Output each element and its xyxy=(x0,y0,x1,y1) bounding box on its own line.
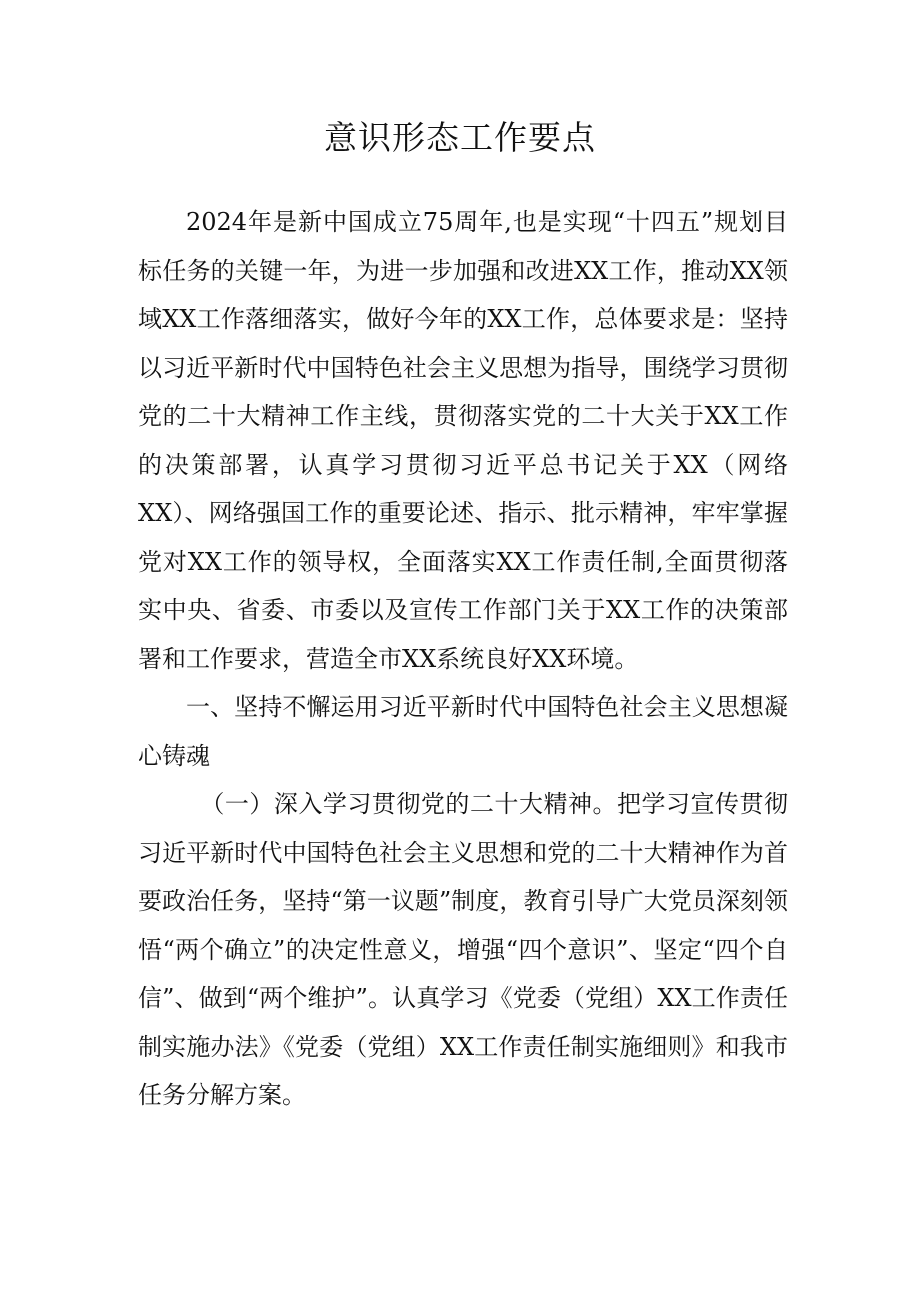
section-heading-1: 一、坚持不懈运用习近平新时代中国特色社会主义思想凝心铸魂 xyxy=(138,693,788,770)
document-title: 意识形态工作要点 xyxy=(324,118,596,157)
subsection-paragraph-1: （一）深入学习贯彻党的二十大精神。把学习宣传贯彻习近平新时代中国特色社会主义思想和党的二十大精神作为首要政治任务，坚持“第一议题”制度，教育引导广大党员深刻领悟“两个确立”的决定性意义，增强“四个意识”、坚定“四个自信”、做到“两个维护”。认真学习《党委（党组）XX工作责任制实施办法》《党委（党组）XX工作责任制实施细则》和我市任务分解方案。 xyxy=(138,790,788,1109)
intro-paragraph: 2024年是新中国成立75周年,也是实现“十四五”规划目标任务的关键一年，为进一步加强和改进XX工作，推动XX领域XX工作落细落实，做好今年的XX工作，总体要求是：坚持以习近平新时代中国特色社会主义思想为指导，围绕学习贯彻党的二十大精神工作主线，贯彻落实党的二十大关于XX工作的决策部署，认真学习贯彻习近平总书记关于XX（网络XX）、网络强国工作的重要论述、指示、批示精神，牢牢掌握党对XX工作的领导权，全面落实XX工作责任制,全面贯彻落实中央、省委、市委以及宣传工作部门关于XX工作的决策部署和工作要求，营造全市XX系统良好XX环境。 xyxy=(138,208,788,673)
document-body xyxy=(138,198,788,1120)
